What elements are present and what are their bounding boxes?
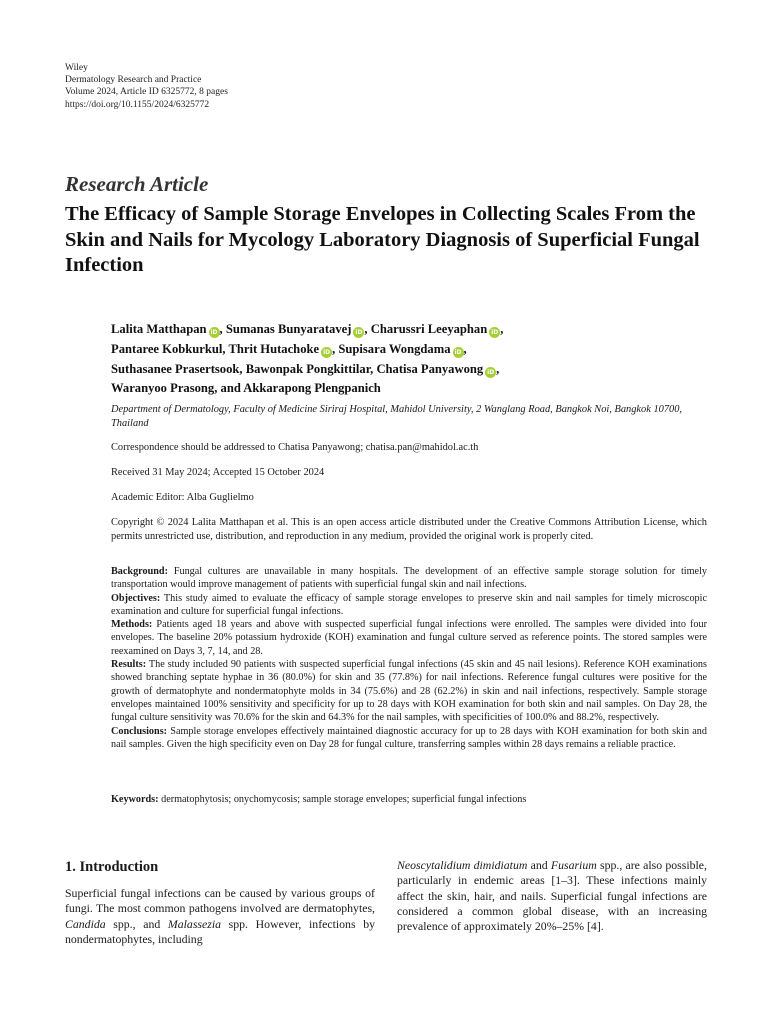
publisher-name: Wiley [65,63,88,73]
abstract-text: Fungal cultures are unavailable in many hospitals. The development of an effective sample storage solution for timely transportation would improve management of patients with superficial fungal skin and nail infections. [111,566,707,591]
body-text: spp., and [105,916,168,931]
volume-info: Volume 2024, Article ID 6325772, 8 pages [65,87,228,98]
article-title: The Efficacy of Sample Storage Envelopes in Collecting Scales From the Skin and Nails for Mycology Laboratory Diagnosis of Superficial Fungal Infection [65,203,700,276]
author-separator: , [364,322,371,336]
orcid-icon[interactable]: iD [491,329,499,336]
body-text: Superficial fungal infections can be caused by various groups of fungi. The most common pathogens involved are dermatophytes, [65,886,375,916]
keywords [111,793,707,806]
abstract-label: Objectives: [111,592,161,604]
abstract-label: Methods: [111,619,153,631]
abstract-objectives [111,592,707,619]
author-separator: , [332,341,339,356]
italic-term: Candida [65,916,106,931]
abstract-label: Results: [111,659,147,671]
orcid-icon[interactable]: iD [454,348,462,356]
journal-name: Dermatology Research and Practice [65,75,202,86]
author-name: Sumanas Bunyaratavej [225,322,352,336]
abstract-label: Background: [111,566,168,577]
abstract-text: Sample storage envelopes effectively maintained diagnostic accuracy for up to 28 days with KOH examination for both skin and nail samples. Given the high specificity even on Day 28 for fungal culture, transferring samples within 28 days remains a reliable practice. [111,725,707,750]
author-separator: , and [214,381,244,396]
abstract-background [111,565,707,592]
body-column-left [65,858,375,947]
body-paragraph [65,886,375,947]
author-separator: , [219,322,226,336]
orcid-icon[interactable]: iD [323,348,331,356]
section-heading-introduction: 1. Introduction [65,859,159,875]
orcid-icon[interactable]: iD [487,368,495,376]
abstract-text: Patients aged 18 years and above with suspected superficial fungal infections were enrolled. The samples were divided into four envelopes. The baseline 20% potassium hydroxide (KOH) examination and fungal culture served as reference points. The stored samples were reexamined on Days 3, 7, 14, and 28. [111,619,707,657]
article-type: Research Article [65,172,209,196]
author-name: Pantaree Kobkurkul [111,341,223,356]
academic-editor: Academic Editor: Alba Guglielmo [111,492,254,503]
correspondence: Correspondence should be addressed to Chatisa Panyawong; chatisa.pan@mahidol.ac.th [111,442,479,453]
abstract-results [111,658,707,724]
author-separator: , [496,361,500,376]
body-text: spp., are also possible, particularly in endemic areas [1–3]. These infections mainly affect the skin, hair, and nails. Superficial fungal infections are considered a common global disease, with an increasing prevalence of approximately 20%–25% [4]. [397,858,707,934]
orcid-icon[interactable]: iD [210,329,218,336]
body-text: and [527,858,551,872]
body-text: spp. However, infections by nondermatophytes, including [65,916,375,946]
copyright-notice: Copyright © 2024 Lalita Matthapan et al. This is an open access article distributed under the Creative Commons Attribution License, which permits unrestricted use, distribution, and reproduction in any medium, provided the original work is properly cited. [111,517,707,542]
received-dates: Received 31 May 2024; Accepted 15 October 2024 [111,467,325,478]
author-separator: , [370,361,377,376]
orcid-icon[interactable]: iD [355,329,363,336]
keywords-label: Keywords: [111,794,159,805]
author-separator: , [463,341,467,356]
author-name: Lalita Matthapan [111,322,207,336]
author-name: Thrit Hutachoke [228,341,320,356]
author-separator: , [239,361,246,376]
abstract-conclusions [111,725,707,752]
italic-term: Neoscytalidium dimidiatum [397,858,528,872]
author-separator: , [222,341,229,356]
author-list [111,320,711,399]
author-separator: , [500,322,504,336]
abstract-text: The study included 90 patients with suspected superficial fungal infections (45 skin and 45 nail lesions). Reference KOH examinations showed branching septate hyphae in 36 (80.0%) for skin and 35 (77.8%) for nail infections. Reference fungal cultures were positive for the growth of dermatophyte and nondermatophyte molds in 34 (75.6%) and 28 (62.2%) in skin and nail infections, respectively. Sample storage envelopes maintained 100% sensitivity and specificity for up to 28 days with KOH examination for both skin and nail samples. On Day 28, the fungal culture sensitivity was 70.6% for the skin and 64.3% for the nail samples, with specificities of 100.0% and 88.2%, respectively. [111,659,707,724]
abstract [111,565,707,751]
doi-link[interactable]: https://doi.org/10.1155/2024/6325772 [65,99,210,110]
author-name: Chatisa Panyawong [376,361,484,376]
author-name: Supisara Wongdama [338,341,451,356]
body-column-right [397,858,707,934]
italic-term: Fusarium [550,858,597,872]
author-name: Akkarapong Plengpanich [243,381,381,396]
keywords-text: dermatophytosis; onychomycosis; sample storage envelopes; superficial fungal infections [158,794,527,805]
author-name: Bawonpak Pongkittilar [245,361,371,376]
affiliation: Department of Dermatology, Faculty of Medicine Siriraj Hospital, Mahidol University, 2 Wanglang Road, Bangkok Noi, Bangkok 10700, Thailand [111,404,683,429]
author-name: Charussri Leeyaphan [370,322,488,336]
abstract-label: Conclusions: [111,725,168,737]
italic-term: Malassezia [167,916,222,931]
journal-header [65,62,228,111]
abstract-methods [111,618,707,658]
author-name: Waranyoo Prasong [111,381,215,396]
abstract-text: This study aimed to evaluate the efficacy of sample storage envelopes to preserve skin and nail samples for timely microscopic examination and culture for superficial fungal infections. [111,592,707,617]
author-name: Suthasanee Prasertsook [111,361,240,376]
body-paragraph [397,858,707,934]
